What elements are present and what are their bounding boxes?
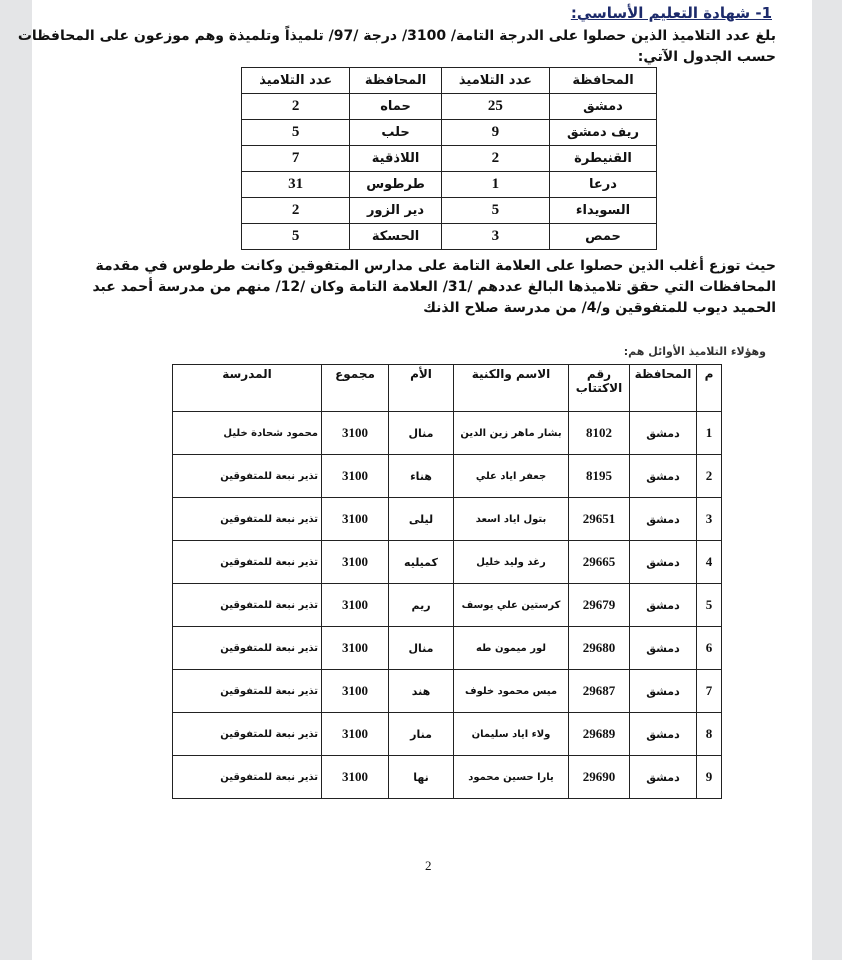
table-row — [242, 172, 657, 198]
table-row — [242, 120, 657, 146]
school-cell: تذير نبعة للمتفوقين — [173, 670, 322, 713]
mother-name-cell: كميليه — [389, 541, 454, 584]
index-cell: 4 — [697, 541, 722, 584]
student-count-cell: 5 — [441, 198, 549, 224]
list-intro-note: وهؤلاء التلاميذ الأوائل هم: — [623, 345, 766, 358]
table-row — [173, 713, 722, 756]
index-cell: 9 — [697, 756, 722, 799]
total-score-cell: 3100 — [322, 627, 389, 670]
table-row — [173, 498, 722, 541]
school-cell: تذير نبعة للمتفوقين — [173, 713, 322, 756]
index-cell: 1 — [697, 412, 722, 455]
total-score-cell: 3100 — [322, 713, 389, 756]
header-cell: مجموع — [322, 365, 389, 412]
school-cell: تذير نبعة للمتفوقين — [173, 455, 322, 498]
page-number: 2 — [425, 858, 432, 873]
table-row — [173, 627, 722, 670]
student-count-cell: 25 — [441, 94, 549, 120]
total-score-cell: 3100 — [322, 584, 389, 627]
student-count-cell: 1 — [441, 172, 549, 198]
school-cell: تذير نبعة للمتفوقين — [173, 584, 322, 627]
governorate-cell: حلب — [350, 120, 441, 146]
student-name-cell: ميس محمود خلوف — [454, 670, 569, 713]
mother-name-cell: ليلى — [389, 498, 454, 541]
header-cell: المدرسة — [173, 365, 322, 412]
header-cell: المحافظة — [630, 365, 697, 412]
student-count-cell: 7 — [242, 146, 350, 172]
index-cell: 3 — [697, 498, 722, 541]
student-name-cell: بشار ماهر زين الدين — [454, 412, 569, 455]
table-row — [173, 756, 722, 799]
table-header-row — [242, 68, 657, 94]
student-name-cell: جعفر اياد علي — [454, 455, 569, 498]
student-count-cell: 2 — [242, 198, 350, 224]
header-cell: المحافظة — [550, 68, 657, 94]
table-row — [242, 198, 657, 224]
mother-name-cell: هند — [389, 670, 454, 713]
top-students-table — [172, 364, 722, 799]
table-row — [242, 146, 657, 172]
index-cell: 6 — [697, 627, 722, 670]
governorate-cell: درعا — [550, 172, 657, 198]
intro-paragraph: بلغ عدد التلاميذ الذين حصلوا على الدرجة التامة/ 3100/ درجة /97/ تلميذاً وتلميذة وهم موزعون على المحافظات حسب الجدول الآتي: — [17, 28, 776, 65]
mother-name-cell: منار — [389, 713, 454, 756]
header-cell: رقم الاكتتاب — [569, 365, 630, 412]
total-score-cell: 3100 — [322, 670, 389, 713]
student-count-cell: 5 — [242, 224, 350, 250]
mother-name-cell: منال — [389, 627, 454, 670]
student-count-cell: 2 — [441, 146, 549, 172]
governorate-cell: الحسكة — [350, 224, 441, 250]
table-row — [173, 670, 722, 713]
table-row — [173, 455, 722, 498]
student-count-cell: 31 — [242, 172, 350, 198]
registration-number-cell: 29665 — [569, 541, 630, 584]
registration-number-cell: 29687 — [569, 670, 630, 713]
governorate-cell: دمشق — [630, 584, 697, 627]
governorate-cell: دمشق — [630, 670, 697, 713]
registration-number-cell: 29679 — [569, 584, 630, 627]
school-cell: تذير نبعة للمتفوقين — [173, 756, 322, 799]
header-cell: الأم — [389, 365, 454, 412]
registration-number-cell: 29680 — [569, 627, 630, 670]
table-row — [173, 584, 722, 627]
student-count-cell: 3 — [441, 224, 549, 250]
governorate-cell: دمشق — [550, 94, 657, 120]
governorate-cell: السويداء — [550, 198, 657, 224]
governorate-cell: طرطوس — [350, 172, 441, 198]
table-header-row — [173, 365, 722, 412]
table-row — [173, 541, 722, 584]
registration-number-cell: 29690 — [569, 756, 630, 799]
header-cell: المحافظة — [350, 68, 441, 94]
governorate-table — [241, 67, 657, 250]
document-page — [17, 0, 812, 960]
school-cell: محمود شحادة خليل — [173, 412, 322, 455]
total-score-cell: 3100 — [322, 455, 389, 498]
governorate-cell: القنيطرة — [550, 146, 657, 172]
student-count-cell: 2 — [242, 94, 350, 120]
governorate-cell: دمشق — [630, 498, 697, 541]
table-row — [173, 412, 722, 455]
governorate-cell: حماه — [350, 94, 441, 120]
mother-name-cell: منال — [389, 412, 454, 455]
mother-name-cell: هناء — [389, 455, 454, 498]
total-score-cell: 3100 — [322, 498, 389, 541]
school-cell: تذير نبعة للمتفوقين — [173, 627, 322, 670]
student-name-cell: كرستين علي يوسف — [454, 584, 569, 627]
governorate-cell: دمشق — [630, 627, 697, 670]
student-count-cell: 5 — [242, 120, 350, 146]
header-cell: الاسم والكنية — [454, 365, 569, 412]
student-count-cell: 9 — [441, 120, 549, 146]
governorate-cell: دير الزور — [350, 198, 441, 224]
index-cell: 2 — [697, 455, 722, 498]
index-cell: 7 — [697, 670, 722, 713]
governorate-cell: دمشق — [630, 541, 697, 584]
section-heading: 1- شهادة التعليم الأساسي: — [570, 4, 772, 22]
governorate-cell: دمشق — [630, 713, 697, 756]
total-score-cell: 3100 — [322, 412, 389, 455]
registration-number-cell: 29689 — [569, 713, 630, 756]
table-row — [242, 224, 657, 250]
governorate-cell: اللاذقية — [350, 146, 441, 172]
governorate-cell: دمشق — [630, 455, 697, 498]
index-cell: 5 — [697, 584, 722, 627]
student-name-cell: يارا حسين محمود — [454, 756, 569, 799]
registration-number-cell: 8102 — [569, 412, 630, 455]
student-name-cell: بتول اياد اسعد — [454, 498, 569, 541]
table-row — [242, 94, 657, 120]
governorate-cell: دمشق — [630, 412, 697, 455]
school-cell: تذير نبعة للمتفوقين — [173, 498, 322, 541]
school-cell: تذير نبعة للمتفوقين — [173, 541, 322, 584]
governorate-cell: دمشق — [630, 756, 697, 799]
registration-number-cell: 29651 — [569, 498, 630, 541]
total-score-cell: 3100 — [322, 541, 389, 584]
header-cell: م — [697, 365, 722, 412]
mother-name-cell: نها — [389, 756, 454, 799]
total-score-cell: 3100 — [322, 756, 389, 799]
index-cell: 8 — [697, 713, 722, 756]
governorate-cell: حمص — [550, 224, 657, 250]
student-name-cell: ولاء اياد سليمان — [454, 713, 569, 756]
mother-name-cell: ريم — [389, 584, 454, 627]
header-cell: عدد التلاميذ — [242, 68, 350, 94]
student-name-cell: لور ميمون طه — [454, 627, 569, 670]
registration-number-cell: 8195 — [569, 455, 630, 498]
student-name-cell: رغد وليد خليل — [454, 541, 569, 584]
summary-paragraph: حيث توزع أغلب الذين حصلوا على العلامة التامة على مدارس المتفوقين وكانت طرطوس في مقدمة المحافظات التي حقق تلاميذها البالغ عددهم /31/ العلامة التامة وكان /12/ منهم من مدرسة أحمد عبد الحميد ديوب للمتفوقين و/4/ من مدرسة صلاح الذنك — [92, 258, 776, 316]
governorate-cell: ريف دمشق — [550, 120, 657, 146]
header-cell: عدد التلاميذ — [441, 68, 549, 94]
